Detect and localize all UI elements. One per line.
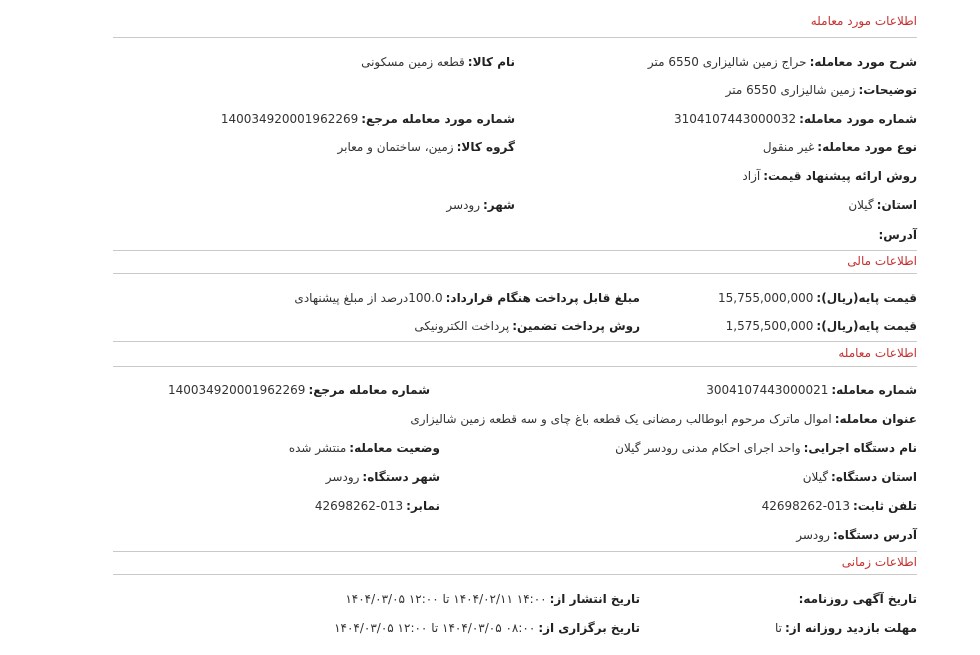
- label: توضیحات:: [858, 83, 917, 97]
- value: 140034920001962269: [220, 112, 359, 126]
- field-transaction-status: [289, 441, 440, 455]
- value: قطعه زمین مسکونی: [361, 55, 465, 69]
- label: قیمت پایه(ریال):: [816, 291, 917, 305]
- label: شماره مورد معامله:: [799, 112, 917, 126]
- label: آدرس:: [878, 228, 917, 242]
- label: نام دستگاه اجرایی:: [803, 441, 917, 455]
- value: 15,755,000,000: [717, 291, 814, 305]
- label: استان:: [876, 198, 917, 212]
- field-newspaper-date: [796, 592, 917, 606]
- value: غیر منقول: [762, 140, 815, 154]
- field-transaction-number: [706, 383, 917, 397]
- value: اموال ماترک مرحوم ابوطالب رمضانی یک قطعه باغ چای و سه قطعه زمین شالیزاری: [410, 412, 832, 426]
- field-hold-date: [334, 621, 640, 635]
- label: قیمت پایه(ریال):: [816, 319, 917, 333]
- label: تاریخ برگزاری از:: [538, 621, 640, 635]
- field-publish-date: [345, 592, 640, 606]
- value: منتشر شده: [288, 441, 347, 455]
- field-notes: [726, 83, 917, 97]
- label: روش ارائه پیشنهاد قیمت:: [763, 169, 917, 183]
- field-address: [875, 228, 917, 242]
- field-city: [446, 198, 515, 212]
- section-title-timing: اطلاعات زمانی: [841, 555, 917, 569]
- divider: [113, 551, 917, 552]
- field-price-method: [742, 169, 917, 183]
- field-visit-deadline: [775, 621, 917, 635]
- label: نمابر:: [406, 499, 440, 513]
- label: شماره معامله:: [831, 383, 917, 397]
- label: مبلغ قابل پرداخت هنگام قرارداد:: [445, 291, 640, 305]
- value: زمین، ساختمان و معابر: [337, 140, 454, 154]
- field-executing-agency: [615, 441, 917, 455]
- divider: [113, 273, 917, 274]
- label: شهر دستگاه:: [362, 470, 440, 484]
- field-agency-address: [796, 528, 917, 542]
- field-base-price-2: [726, 319, 917, 333]
- value: حراج زمین شالیزاری 6550 متر: [647, 55, 807, 69]
- label: شرح مورد معامله:: [809, 55, 917, 69]
- label: شماره مورد معامله مرجع:: [361, 112, 515, 126]
- divider: [113, 37, 917, 38]
- divider: [113, 341, 917, 342]
- label: گروه کالا:: [456, 140, 515, 154]
- field-reference-number: [221, 112, 515, 126]
- value: واحد اجرای احکام مدنی رودسر گیلان: [615, 441, 801, 455]
- value: پرداخت الکترونیکی: [414, 319, 510, 333]
- value: گیلان: [848, 198, 874, 212]
- section-title-transaction: اطلاعات معامله: [838, 346, 917, 360]
- field-goods-name: [361, 55, 515, 69]
- label: نوع مورد معامله:: [817, 140, 917, 154]
- label: استان دستگاه:: [831, 470, 917, 484]
- field-deal-description: [648, 55, 917, 69]
- value: رودسر: [325, 470, 360, 484]
- label: تلفن ثابت:: [852, 499, 917, 513]
- value: ۰۸:۰۰ ۱۴۰۴/۰۳/۰۵ تا ۱۲:۰۰ ۱۴۰۴/۰۳/۰۵: [334, 621, 536, 635]
- value: 140034920001962269: [168, 383, 306, 397]
- label: وضعیت معامله:: [349, 441, 440, 455]
- label: روش پرداخت تضمین:: [512, 319, 640, 333]
- divider: [113, 574, 917, 575]
- label: شهر:: [483, 198, 515, 212]
- label: شماره معامله مرجع:: [308, 383, 430, 397]
- label: مهلت بازدید روزانه از:: [785, 621, 917, 635]
- field-base-price: [718, 291, 917, 305]
- value: رودسر: [446, 198, 480, 212]
- value: 3104107443000032: [674, 112, 797, 126]
- value: زمین شالیزاری 6550 متر: [725, 83, 856, 97]
- field-payable-amount: [294, 291, 640, 305]
- field-fax: [315, 499, 440, 513]
- section-title-financial: اطلاعات مالی: [847, 254, 917, 268]
- field-goods-group: [338, 140, 515, 154]
- section-title-deal-info: اطلاعات مورد معامله: [810, 14, 917, 28]
- value: تا: [775, 621, 782, 635]
- value: رودسر: [796, 528, 830, 542]
- field-agency-province: [803, 470, 917, 484]
- field-phone: [762, 499, 917, 513]
- value: آزاد: [742, 169, 761, 183]
- divider: [113, 366, 917, 367]
- value: 1,575,500,000: [725, 319, 814, 333]
- field-province: [848, 198, 917, 212]
- field-item-number: [674, 112, 917, 126]
- label: تاریخ انتشار از:: [549, 592, 640, 606]
- field-transaction-reference: [168, 383, 430, 397]
- divider: [113, 250, 917, 251]
- label: تاریخ آگهی روزنامه:: [798, 592, 917, 606]
- label: نام کالا:: [467, 55, 515, 69]
- field-guarantee-method: [414, 319, 640, 333]
- value: 100.0درصد از مبلغ پیشنهادی: [294, 291, 443, 305]
- field-item-type: [763, 140, 917, 154]
- value: 3004107443000021: [706, 383, 829, 397]
- value: 013-42698262: [761, 499, 850, 513]
- label: عنوان معامله:: [834, 412, 917, 426]
- value: 013-42698262: [314, 499, 404, 513]
- value: گیلان: [802, 470, 829, 484]
- field-transaction-subject: [410, 412, 917, 426]
- field-agency-city: [326, 470, 440, 484]
- label: آدرس دستگاه:: [832, 528, 917, 542]
- value: ۱۴:۰۰ ۱۴۰۴/۰۲/۱۱ تا ۱۲:۰۰ ۱۴۰۴/۰۳/۰۵: [345, 592, 547, 606]
